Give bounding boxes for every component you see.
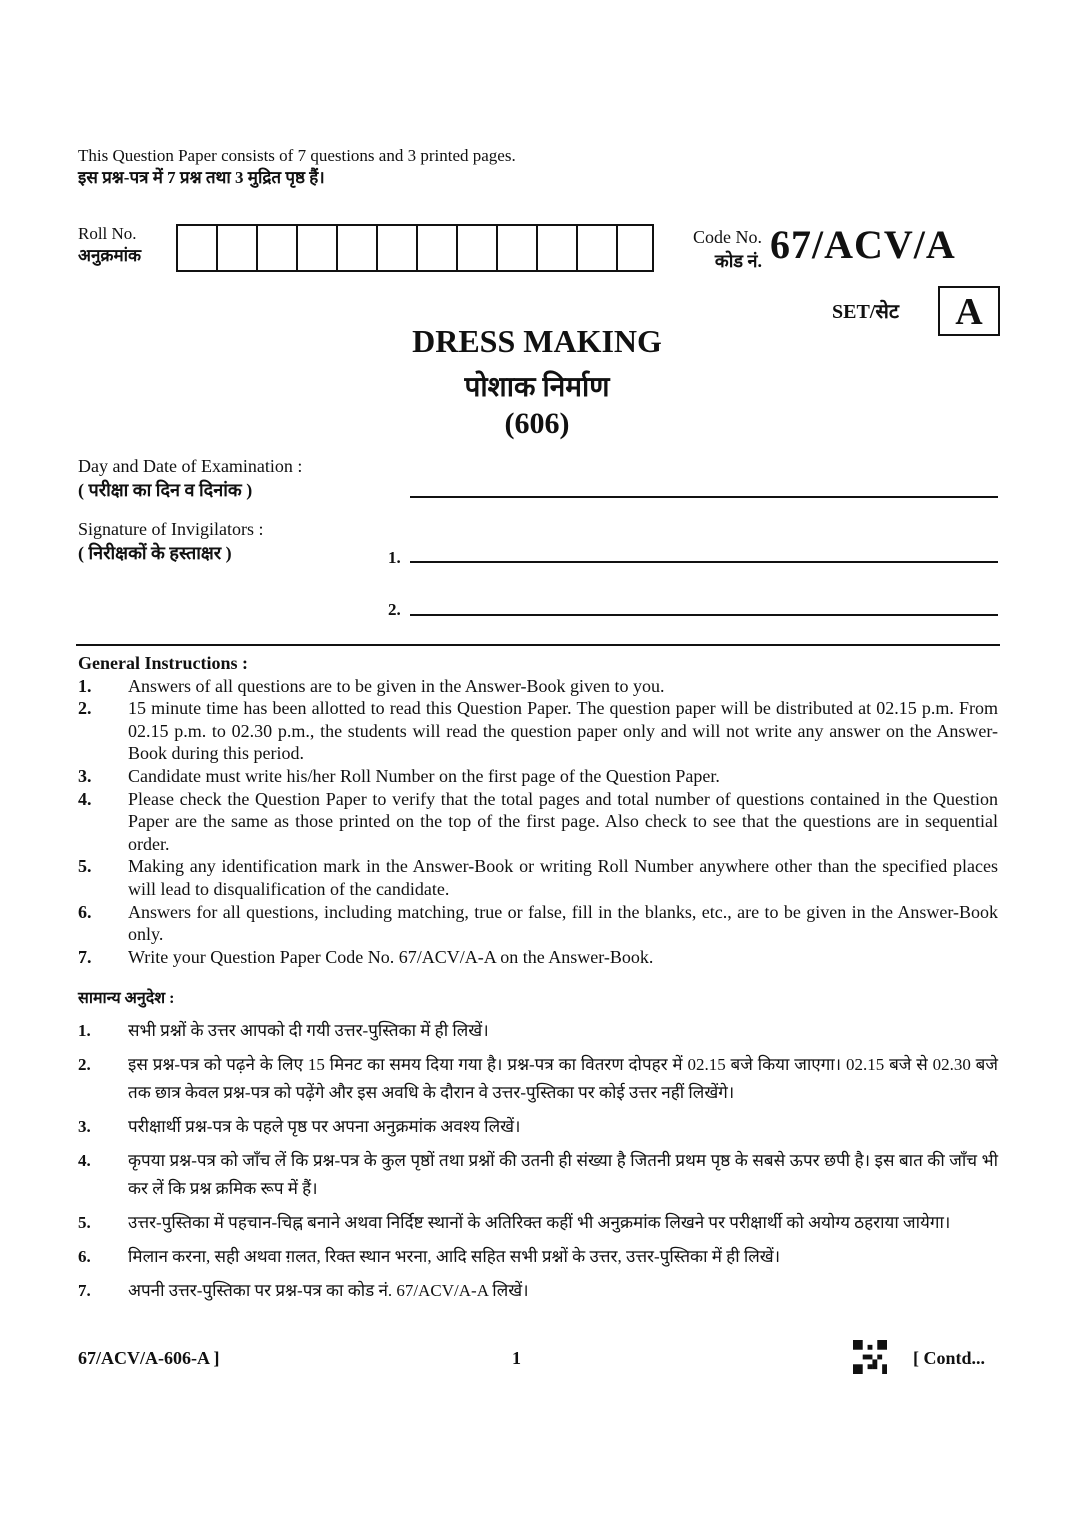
instruction-item bbox=[78, 855, 998, 900]
roll-number-digit-box[interactable] bbox=[496, 226, 536, 270]
roll-number-digit-box[interactable] bbox=[256, 226, 296, 270]
roll-label-en: Roll No. bbox=[78, 224, 137, 243]
instruction-number: 1. bbox=[78, 675, 92, 696]
roll-number-digit-box[interactable] bbox=[376, 226, 416, 270]
instruction-text: Answers of all questions are to be given in the Answer-Book given to you. bbox=[128, 675, 665, 696]
instruction-text: Making any identification mark in the Answer-Book or writing Roll Number anywhere other than the specified places will lead to disqualification of the candidate. bbox=[128, 856, 998, 899]
code-label-en: Code No. bbox=[693, 227, 762, 247]
instruction-number: 4. bbox=[78, 788, 92, 809]
instruction-text: Answers for all questions, including matching, true or false, fill in the blanks, etc., are to be given in the Answer-Book only. bbox=[128, 901, 998, 945]
exam-date-label-hi: ( परीक्षा का दिन व दिनांक ) bbox=[78, 480, 253, 500]
roll-number-digit-box[interactable] bbox=[616, 226, 652, 270]
instruction-number: 4. bbox=[78, 1150, 91, 1170]
instruction-item bbox=[78, 1277, 998, 1305]
roll-number-boxes[interactable] bbox=[176, 224, 654, 272]
instruction-number: 7. bbox=[78, 946, 92, 967]
instruction-text: 15 minute time has been allotted to read this Question Paper. The question paper will be distributed at 02.15 p.m. From 02.15 p.m. to 02.30 p.m., the students will read the question paper only and will not write any answer on the Answer-Book during this period. bbox=[128, 698, 998, 764]
section-divider bbox=[76, 644, 1000, 646]
subject-code: (606) bbox=[504, 407, 570, 440]
instruction-item bbox=[78, 1051, 998, 1107]
invigilator-label-en: Signature of Invigilators : bbox=[78, 519, 264, 539]
code-label bbox=[670, 225, 762, 273]
paper-info-en: This Question Paper consists of 7 questions and 3 printed pages. bbox=[78, 146, 516, 165]
invigilator-1-line[interactable] bbox=[410, 561, 998, 563]
general-instructions-hi bbox=[78, 986, 998, 1305]
roll-number-label bbox=[78, 223, 141, 267]
roll-number-digit-box[interactable] bbox=[416, 226, 456, 270]
instruction-text: Write your Question Paper Code No. 67/ACV/A-A on the Answer-Book. bbox=[128, 946, 654, 967]
instruction-number: 1. bbox=[78, 1020, 91, 1040]
code-number: 67/ACV/A bbox=[770, 222, 956, 267]
roll-label-hi: अनुक्रमांक bbox=[78, 246, 142, 265]
exam-date-label bbox=[78, 454, 302, 502]
instruction-number: 3. bbox=[78, 1116, 91, 1136]
roll-number-digit-box[interactable] bbox=[456, 226, 496, 270]
set-value-box: A bbox=[938, 286, 1000, 336]
invigilator-label bbox=[78, 517, 263, 565]
instruction-item bbox=[78, 901, 998, 946]
roll-number-digit-box[interactable] bbox=[216, 226, 256, 270]
instruction-number: 3. bbox=[78, 765, 92, 786]
instructions-heading-en: General Instructions : bbox=[78, 653, 248, 673]
instruction-text: कृपया प्रश्न-पत्र को जाँच लें कि प्रश्न-पत्र के कुल पृष्ठों तथा प्रश्नों की उतनी ही संख्या है जितनी प्रथम पृष्ठ के सबसे ऊपर छपी है। इस बात की जाँच भी कर लें कि प्रश्न क्रमिक रूप में हैं। bbox=[128, 1150, 998, 1198]
instruction-number: 7. bbox=[78, 1280, 91, 1300]
subject-title-hi: पोशाक निर्माण bbox=[464, 372, 610, 403]
instruction-number: 2. bbox=[78, 698, 92, 719]
invigilator-label-hi: ( निरीक्षकों के हस्ताक्षर ) bbox=[78, 543, 232, 563]
instruction-number: 6. bbox=[78, 1246, 91, 1266]
exam-date-label-en: Day and Date of Examination : bbox=[78, 456, 303, 476]
instruction-item bbox=[78, 675, 998, 698]
roll-number-digit-box[interactable] bbox=[296, 226, 336, 270]
roll-number-digit-box[interactable] bbox=[576, 226, 616, 270]
subject-title-en: DRESS MAKING bbox=[412, 323, 662, 359]
instruction-text: अपनी उत्तर-पुस्तिका पर प्रश्न-पत्र का कोड नं. 67/ACV/A-A लिखें। bbox=[128, 1280, 529, 1300]
instruction-number: 2. bbox=[78, 1054, 91, 1074]
invigilator-1-number: 1. bbox=[388, 548, 401, 567]
instructions-heading-hi: सामान्य अनुदेश : bbox=[78, 990, 175, 1007]
instruction-item bbox=[78, 946, 998, 969]
instruction-number: 5. bbox=[78, 856, 92, 877]
instruction-number: 6. bbox=[78, 901, 92, 922]
invigilator-2-line[interactable] bbox=[410, 614, 998, 616]
paper-info bbox=[78, 145, 516, 189]
instruction-item bbox=[78, 765, 998, 788]
roll-number-digit-box[interactable] bbox=[336, 226, 376, 270]
instruction-text: उत्तर-पुस्तिका में पहचान-चिह्न बनाने अथवा निर्दिष्ट स्थानों के अतिरिक्त कहीं भी अनुक्रमांक लिखने पर परीक्षार्थी को अयोग्य ठहराया जायेगा। bbox=[128, 1212, 951, 1232]
qr-code-icon bbox=[853, 1340, 887, 1374]
page-number: 1 bbox=[512, 1348, 521, 1368]
instruction-text: इस प्रश्न-पत्र को पढ़ने के लिए 15 मिनट का समय दिया गया है। प्रश्न-पत्र का वितरण दोपहर में 02.15 बजे किया जाएगा। 02.15 बजे से 02.30 बजे तक छात्र केवल प्रश्न-पत्र को पढ़ेंगे और इस अवधि के दौरान वे उत्तर-पुस्तिका पर कोई उत्तर नहीं लिखेंगे। bbox=[128, 1054, 998, 1102]
roll-number-digit-box[interactable] bbox=[178, 226, 216, 270]
instruction-item bbox=[78, 697, 998, 765]
code-label-hi: कोड नं. bbox=[714, 251, 762, 271]
instruction-item bbox=[78, 788, 998, 856]
paper-info-hi: इस प्रश्न-पत्र में 7 प्रश्न तथा 3 मुद्रित पृष्ठ हैं। bbox=[78, 168, 325, 187]
instruction-item bbox=[78, 1113, 998, 1141]
footer-code: 67/ACV/A-606-A ] bbox=[78, 1348, 220, 1368]
instruction-text: परीक्षार्थी प्रश्न-पत्र के पहले पृष्ठ पर अपना अनुक्रमांक अवश्य लिखें। bbox=[128, 1116, 521, 1136]
instruction-item bbox=[78, 1147, 998, 1203]
exam-date-line[interactable] bbox=[410, 496, 998, 498]
instruction-text: Candidate must write his/her Roll Number on the first page of the Question Paper. bbox=[128, 765, 720, 786]
instruction-item bbox=[78, 1017, 998, 1045]
instruction-text: सभी प्रश्नों के उत्तर आपको दी गयी उत्तर-पुस्तिका में ही लिखें। bbox=[128, 1020, 489, 1040]
instruction-item bbox=[78, 1209, 998, 1237]
roll-number-digit-box[interactable] bbox=[536, 226, 576, 270]
instruction-number: 5. bbox=[78, 1212, 91, 1232]
set-label: SET/सेट bbox=[832, 301, 899, 323]
instruction-item bbox=[78, 1243, 998, 1271]
instruction-text: मिलान करना, सही अथवा ग़लत, रिक्त स्थान भरना, आदि सहित सभी प्रश्नों के उत्तर, उत्तर-पुस्तिका में ही लिखें। bbox=[128, 1246, 781, 1266]
instruction-text: Please check the Question Paper to verify that the total pages and total number of questions contained in the Question Paper are the same as those printed on the top of the first page. Also check to see that the questions are in sequential order. bbox=[128, 788, 998, 854]
invigilator-2-number: 2. bbox=[388, 600, 401, 619]
continued-note: [ Contd... bbox=[913, 1348, 986, 1368]
general-instructions-en bbox=[78, 652, 998, 968]
